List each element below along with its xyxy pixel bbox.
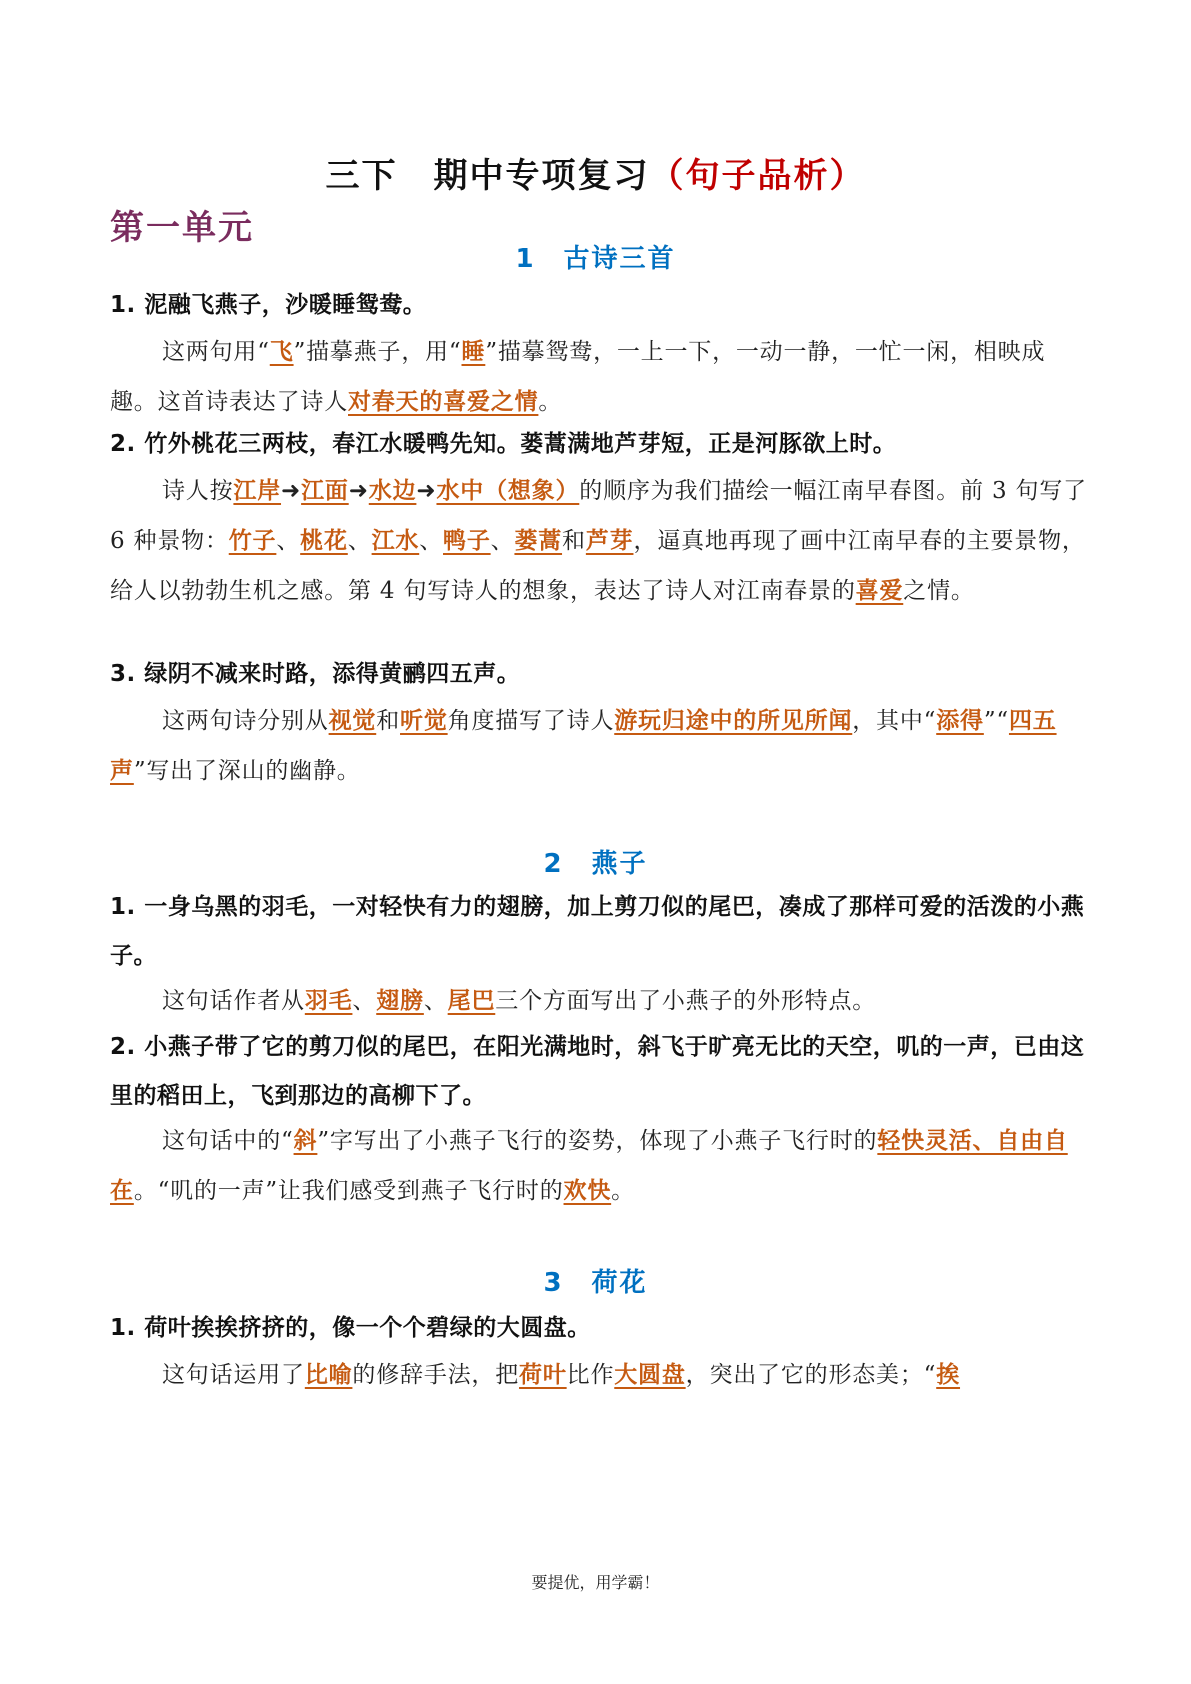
highlighted-keyword: 芦芽 [585, 527, 634, 554]
answer-text: 这句话作者从 [162, 988, 305, 1014]
answer-text: 、 [423, 988, 448, 1014]
lesson-heading: 1 古诗三首 [515, 244, 676, 274]
highlighted-keyword: 荷叶 [519, 1361, 567, 1388]
answer-text: 三个方面写出了小燕子的外形特点。 [495, 988, 877, 1014]
question: 1. 荷叶挨挨挤挤的，像一个个碧绿的大圆盘。 [110, 1315, 591, 1341]
answer-text: ”写出了深山的幽静。 [133, 758, 361, 784]
question: 2. 竹外桃花三两枝，春江水暖鸭先知。蒌蒿满地芦芽短，正是河豚欲上时。 [110, 431, 897, 457]
title-main: 三下 期中专项复习 [325, 156, 650, 196]
question: 1. 泥融飞燕子，沙暖睡鸳鸯。 [110, 292, 427, 318]
highlighted-keyword: 蒌蒿 [514, 527, 563, 554]
answer-text: ➜ [416, 478, 437, 504]
title-highlight: （句子品析） [649, 156, 866, 196]
answer-text: ，突出了它的形态美；“ [685, 1362, 937, 1388]
highlighted-keyword: 比喻 [304, 1361, 353, 1388]
highlighted-keyword: 羽毛 [304, 987, 353, 1014]
answer [110, 976, 1090, 1026]
question: 2. 小燕子带了它的剪刀似的尾巴，在阳光满地时，斜飞于旷亮无比的天空，叽的一声，已由这里的稻田上，飞到那边的高柳下了。 [110, 1034, 1085, 1109]
highlighted-keyword: 喜爱 [855, 577, 904, 604]
answer-text: 、 [419, 528, 444, 554]
highlighted-keyword: 翅膀 [376, 987, 424, 1014]
answer [110, 1350, 1090, 1400]
answer-text: 。 [611, 1178, 635, 1204]
highlighted-keyword: 江面 [301, 477, 349, 504]
answer-text: 的修辞手法，把 [352, 1362, 520, 1388]
highlighted-keyword: 四五声 [110, 707, 1057, 784]
answer-text: 这句话运用了 [162, 1362, 305, 1388]
highlighted-keyword: 欢快 [563, 1177, 612, 1204]
highlighted-keyword: 视觉 [328, 707, 377, 734]
highlighted-keyword: 桃花 [300, 527, 348, 554]
highlighted-keyword: 大圆盘 [614, 1361, 686, 1388]
answer-text: 诗人按 [162, 478, 234, 504]
question: 1. 一身乌黑的羽毛，一对轻快有力的翅膀，加上剪刀似的尾巴，凑成了那样可爱的活泼的小燕子。 [110, 894, 1085, 969]
answer [110, 327, 1090, 427]
highlighted-keyword: 水中（想象） [436, 477, 580, 504]
answer-text: 的顺序为我们描绘一幅江南早春图。前 3 句写了 6 种景物： [110, 478, 1087, 554]
answer [110, 1116, 1090, 1216]
answer-text: 之情。 [903, 578, 975, 604]
highlighted-keyword: 游玩归途中的所见所闻 [614, 707, 853, 734]
answer-text: 、 [347, 528, 372, 554]
highlighted-keyword: 对春天的喜爱之情 [348, 388, 539, 415]
page-footer: 要提优，用学霸！ [531, 1573, 660, 1592]
answer-text: 、 [352, 988, 377, 1014]
answer-text: 。“叽的一声”让我们感受到燕子飞行时的 [133, 1178, 564, 1204]
page-title [0, 148, 1191, 197]
highlighted-keyword: 添得 [936, 707, 984, 734]
answer-text: 、 [490, 528, 515, 554]
lesson-heading: 3 荷花 [543, 1268, 648, 1298]
answer-text: 这两句用“ [162, 339, 270, 365]
highlighted-keyword: 水边 [368, 477, 417, 504]
answer [110, 696, 1090, 796]
answer-text: 这句话中的“ [162, 1128, 294, 1154]
answer-text: ➜ [348, 478, 369, 504]
highlighted-keyword: 轻快灵活、自由自在 [110, 1127, 1068, 1204]
highlighted-keyword: 挨 [936, 1361, 961, 1388]
answer-text: ，逼真地再现了画中江南早春的主要景物，给人以勃勃生机之感。第 4 句写诗人的想象，表达了诗人对江南春景的 [110, 528, 1086, 604]
highlighted-keyword: 江水 [371, 527, 420, 554]
answer-text: 和 [376, 708, 401, 734]
highlighted-keyword: 飞 [269, 338, 294, 365]
answer [110, 466, 1090, 616]
highlighted-keyword: 竹子 [228, 527, 277, 554]
highlighted-keyword: 斜 [293, 1127, 318, 1154]
answer-text: 这两句诗分别从 [162, 708, 329, 734]
answer-text: 。 [538, 389, 563, 415]
answer-text: 角度描写了诗人 [447, 708, 615, 734]
highlighted-keyword: 江岸 [233, 477, 282, 504]
highlighted-keyword: 鸭子 [443, 527, 491, 554]
highlighted-keyword: 尾巴 [447, 987, 496, 1014]
answer-text: ，其中“ [852, 708, 937, 734]
answer-text: ➜ [281, 478, 302, 504]
answer-text: ”描摹燕子，用“ [293, 339, 462, 365]
answer-text: ”“ [983, 708, 1009, 734]
answer-text: 、 [276, 528, 301, 554]
unit-heading: 第一单元 [110, 208, 254, 248]
answer-text: 和 [562, 528, 586, 554]
answer-text: 比作 [566, 1362, 615, 1388]
lesson-heading: 2 燕子 [543, 849, 648, 879]
answer-text: ”字写出了小燕子飞行的姿势，体现了小燕子飞行时的 [317, 1128, 878, 1154]
answer-text: ”描摹鸳鸯，一上一下，一动一静，一忙一闲，相映成趣。这首诗表达了诗人 [110, 339, 1046, 415]
question: 3. 绿阴不减来时路，添得黄鹂四五声。 [110, 661, 521, 687]
highlighted-keyword: 听觉 [400, 707, 448, 734]
highlighted-keyword: 睡 [461, 338, 486, 365]
